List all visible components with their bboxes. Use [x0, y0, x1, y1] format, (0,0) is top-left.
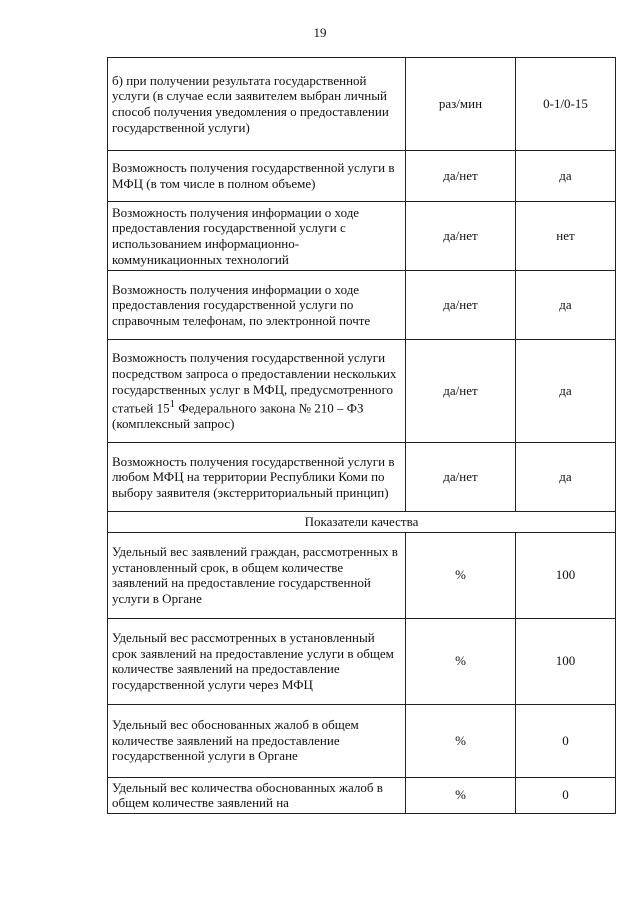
- row-description: Возможность получения государственной услуги в любом МФЦ на территории Республики Коми по выбору заявителя (экстерриториальный принцип): [108, 443, 406, 512]
- row-description: [108, 340, 406, 443]
- row-description: б) при получении результата государственной услуги (в случае если заявителем выбран личный способ получения уведомления о предоставлении государственной услуги): [108, 58, 406, 151]
- table-row: [108, 618, 616, 704]
- row-unit: %: [406, 618, 516, 704]
- table-row: [108, 777, 616, 813]
- row-value: да: [516, 443, 616, 512]
- table-row: [108, 532, 616, 618]
- row-description: Возможность получения государственной услуги в МФЦ (в том числе в полном объеме): [108, 151, 406, 202]
- row-value: да: [516, 271, 616, 340]
- row-unit: да/нет: [406, 202, 516, 271]
- row-unit: да/нет: [406, 340, 516, 443]
- quality-indicators-table: [107, 57, 616, 814]
- row-description-part: Возможность получения государственной услуги посредством запроса о предоставлении нескольких государственных услуг в МФЦ, предусмотренного статьей 15: [112, 350, 397, 416]
- row-unit: %: [406, 704, 516, 777]
- row-value: да: [516, 151, 616, 202]
- table-row: [108, 271, 616, 340]
- row-value: 100: [516, 532, 616, 618]
- table-row: [108, 443, 616, 512]
- superscript: 1: [169, 398, 176, 411]
- row-value: 0: [516, 777, 616, 813]
- row-unit: %: [406, 777, 516, 813]
- row-unit: раз/мин: [406, 58, 516, 151]
- table-row: [108, 704, 616, 777]
- row-value: 100: [516, 618, 616, 704]
- row-description: Удельный вес количества обоснованных жалоб в общем количестве заявлений на: [108, 777, 406, 813]
- row-unit: %: [406, 532, 516, 618]
- row-unit: да/нет: [406, 151, 516, 202]
- page-number: 19: [313, 25, 327, 40]
- row-value: нет: [516, 202, 616, 271]
- table-row: [108, 202, 616, 271]
- row-description: Возможность получения информации о ходе предоставления государственной услуги по справочным телефонам, по электронной почте: [108, 271, 406, 340]
- table-row: [108, 151, 616, 202]
- row-unit: да/нет: [406, 271, 516, 340]
- section-title: Показатели качества: [108, 512, 616, 533]
- row-value: 0: [516, 704, 616, 777]
- row-unit: да/нет: [406, 443, 516, 512]
- row-description: Удельный вес обоснованных жалоб в общем количестве заявлений на предоставление государственной услуги в Органе: [108, 704, 406, 777]
- table-row: [108, 58, 616, 151]
- row-description-part: Федерального закона № 210 – ФЗ (комплексный запрос): [112, 400, 364, 432]
- row-description: Удельный вес заявлений граждан, рассмотренных в установленный срок, в общем количестве заявлений на предоставление государственной услуги в Органе: [108, 532, 406, 618]
- row-value: 0-1/0-15: [516, 58, 616, 151]
- section-header-row: [108, 512, 616, 533]
- row-description: Удельный вес рассмотренных в установленный срок заявлений на предоставление услуги в общем количестве заявлений на предоставление государственной услуги через МФЦ: [108, 618, 406, 704]
- row-description: Возможность получения информации о ходе предоставления государственной услуги с использованием информационно-коммуникационных технологий: [108, 202, 406, 271]
- table-row: [108, 340, 616, 443]
- row-value: да: [516, 340, 616, 443]
